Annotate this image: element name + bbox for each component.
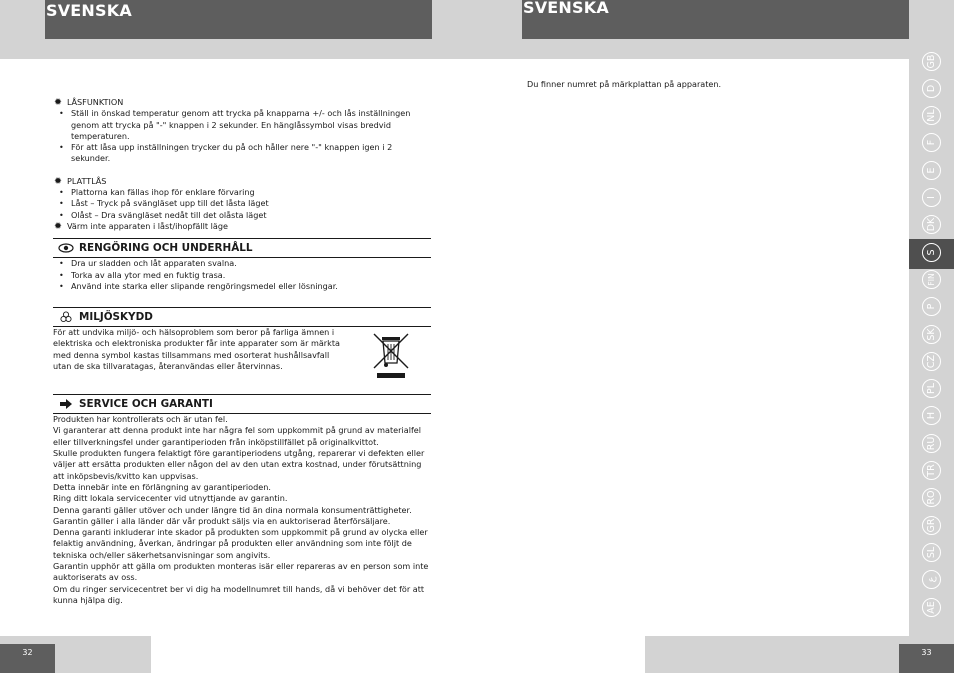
language-tab-cz[interactable] (913, 348, 949, 374)
list-item: • Dra ur sladden och låt apparaten svalna. (53, 258, 431, 269)
paragraph: Skulle produkten fungera felaktigt före garantiperiodens utgång, reparerar vi defekten eller väljer att ersätta produkten eller någon del av den utan extra kostnad, under förutsättning att inköpsbevis/kvitto kan uppvisas. (53, 448, 425, 481)
paragraph: Detta innebär inte en förlängning av garantiperioden. (53, 481, 271, 492)
language-label: RU (922, 434, 941, 453)
list-item: • För att låsa upp inställningen trycker du på och håller nere "-" knappen igen i 2 sekunder. (53, 142, 431, 165)
language-tab-fin[interactable] (913, 266, 949, 292)
environment-title: MILJÖSKYDD (79, 310, 153, 323)
list-item: • Ställ in önskad temperatur genom att trycka på knapparna +/- och lås inställningen genom att trycka på "-" knappen i 2 sekunder. En hänglåssymbol visas bredvid temperaturen. (53, 108, 431, 142)
recycle-icon (53, 311, 79, 323)
service-title: SERVICE OCH GARANTI (79, 397, 213, 410)
cleaning-list (53, 258, 431, 292)
list-item: • Använd inte starka eller slipande rengöringsmedel eller lösningar. (53, 281, 431, 292)
language-label: PL (922, 379, 941, 398)
list-item: • Låst – Tryck på svängläset upp till det låsta läget (53, 198, 431, 209)
plates-list (53, 187, 431, 221)
eye-icon (53, 243, 79, 253)
language-tab-p[interactable] (913, 294, 949, 320)
language-label: P (922, 297, 941, 316)
paragraph: Denna garanti gäller utöver och under längre tid än dina normala konsumenträttigheter. (53, 504, 412, 515)
right-page-text: Du finner numret på märkplattan på apparaten. (527, 79, 722, 89)
paragraph: Om du ringer servicecentret ber vi dig ha modellnumret till hands, då vi behöver det för att kunna hjälpa dig. (53, 583, 425, 605)
language-label: RO (922, 488, 941, 507)
language-label: SK (922, 325, 941, 344)
language-label: H (922, 406, 941, 425)
paragraph: Ring ditt lokala servicecenter vid utnyttjande av garantin. (53, 493, 288, 504)
language-tab-d[interactable] (913, 75, 949, 101)
language-tab-ru[interactable] (913, 430, 949, 456)
cleaning-heading (53, 238, 431, 258)
language-label: CZ (922, 352, 941, 371)
language-tab-f[interactable] (913, 130, 949, 156)
language-label: AE (922, 598, 941, 617)
language-tab-gb[interactable] (913, 48, 949, 74)
service-text (53, 414, 431, 606)
paragraph: Garantin upphör att gälla om produkten monteras isär eller repareras av en person som inte auktoriserats av oss. (53, 561, 429, 583)
language-tab-i[interactable] (913, 185, 949, 211)
list-item: • Plattorna kan fällas ihop för enklare förvaring (53, 187, 431, 198)
language-tab-ae[interactable] (913, 594, 949, 620)
lock-heading (53, 97, 431, 108)
language-tab-nl[interactable] (913, 103, 949, 129)
language-label: ع (922, 570, 941, 589)
arrow-right-icon (53, 399, 79, 409)
language-label: SL (922, 543, 941, 562)
lock-list (53, 108, 431, 164)
service-heading (53, 394, 431, 414)
language-label: E (922, 161, 941, 180)
language-label: DK (922, 215, 941, 234)
environment-block (53, 327, 431, 379)
language-label: I (922, 188, 941, 207)
language-label: TR (922, 461, 941, 480)
paragraph: Produkten har kontrollerats och är utan fel. (53, 414, 228, 425)
language-label: NL (922, 106, 941, 125)
language-label: GR (922, 516, 941, 535)
cleaning-title: RENGÖRING OCH UNDERHÅLL (79, 241, 253, 254)
language-tab-dk[interactable] (913, 212, 949, 238)
page-title-right: SVENSKA (522, 0, 909, 39)
star-icon: ✹ (54, 97, 62, 109)
language-label: D (922, 79, 941, 98)
language-tab-gr[interactable] (913, 512, 949, 538)
language-label: S (922, 243, 941, 262)
language-label: FIN (922, 270, 941, 289)
page-number-right: 33 (899, 644, 954, 673)
plates-warning (53, 221, 431, 232)
language-tab-sl[interactable] (913, 539, 949, 565)
language-tab-h[interactable] (913, 403, 949, 429)
environment-text: För att undvika miljö- och hälsoproblem som beror på farliga ämnen i elektriska och elektroniska produkter får inte apparater som är märkta med denna symbol kastas tillsammans med osorterat hushållsavfall utan de ska tillvaratagas, återanvändas eller återvinnas. (53, 327, 340, 372)
left-page-content (53, 97, 431, 606)
list-item: • Torka av alla ytor med en fuktig trasa. (53, 270, 431, 281)
language-tab-pl[interactable] (913, 376, 949, 402)
language-tab-ro[interactable] (913, 485, 949, 511)
language-tab-s[interactable] (913, 239, 949, 265)
language-tabs (909, 40, 954, 636)
star-icon: ✹ (54, 221, 62, 233)
paragraph: Garantin gäller i alla länder där vår produkt säljs via en auktoriserad återförsäljare. (53, 515, 391, 526)
page-number-left: 32 (0, 644, 55, 673)
language-tab-ع[interactable] (913, 567, 949, 593)
plates-title: PLATTLÅS (67, 175, 107, 186)
crossed-bin-icon (371, 331, 411, 379)
language-tab-e[interactable] (913, 157, 949, 183)
paragraph: Denna garanti inkluderar inte skador på produkten som uppkommit på grund av olycka eller felaktig användning, åverkan, ändringar på produkten eller användning som inte följt de tekniska och/eller säkerhetsanvisningar som angivits. (53, 527, 428, 560)
language-tab-sk[interactable] (913, 321, 949, 347)
plates-warning-text: Värm inte apparaten i låst/ihopfällt läge (67, 220, 228, 231)
paragraph: Vi garanterar att denna produkt inte har några fel som uppkommit på grund av materialfel eller tillverkningsfel under garantiperioden från inköpstillfället på originalkvittot. (53, 425, 422, 447)
star-icon: ✹ (54, 175, 62, 187)
language-label: GB (922, 52, 941, 71)
language-tab-tr[interactable] (913, 458, 949, 484)
plates-heading (53, 176, 431, 187)
page-title-left: SVENSKA (45, 0, 432, 39)
lock-title: LÅSFUNKTION (67, 97, 124, 107)
language-label: F (922, 133, 941, 152)
environment-heading (53, 307, 431, 327)
list-item: • Olåst – Dra svängläset nedåt till det olåsta läget (53, 210, 431, 221)
